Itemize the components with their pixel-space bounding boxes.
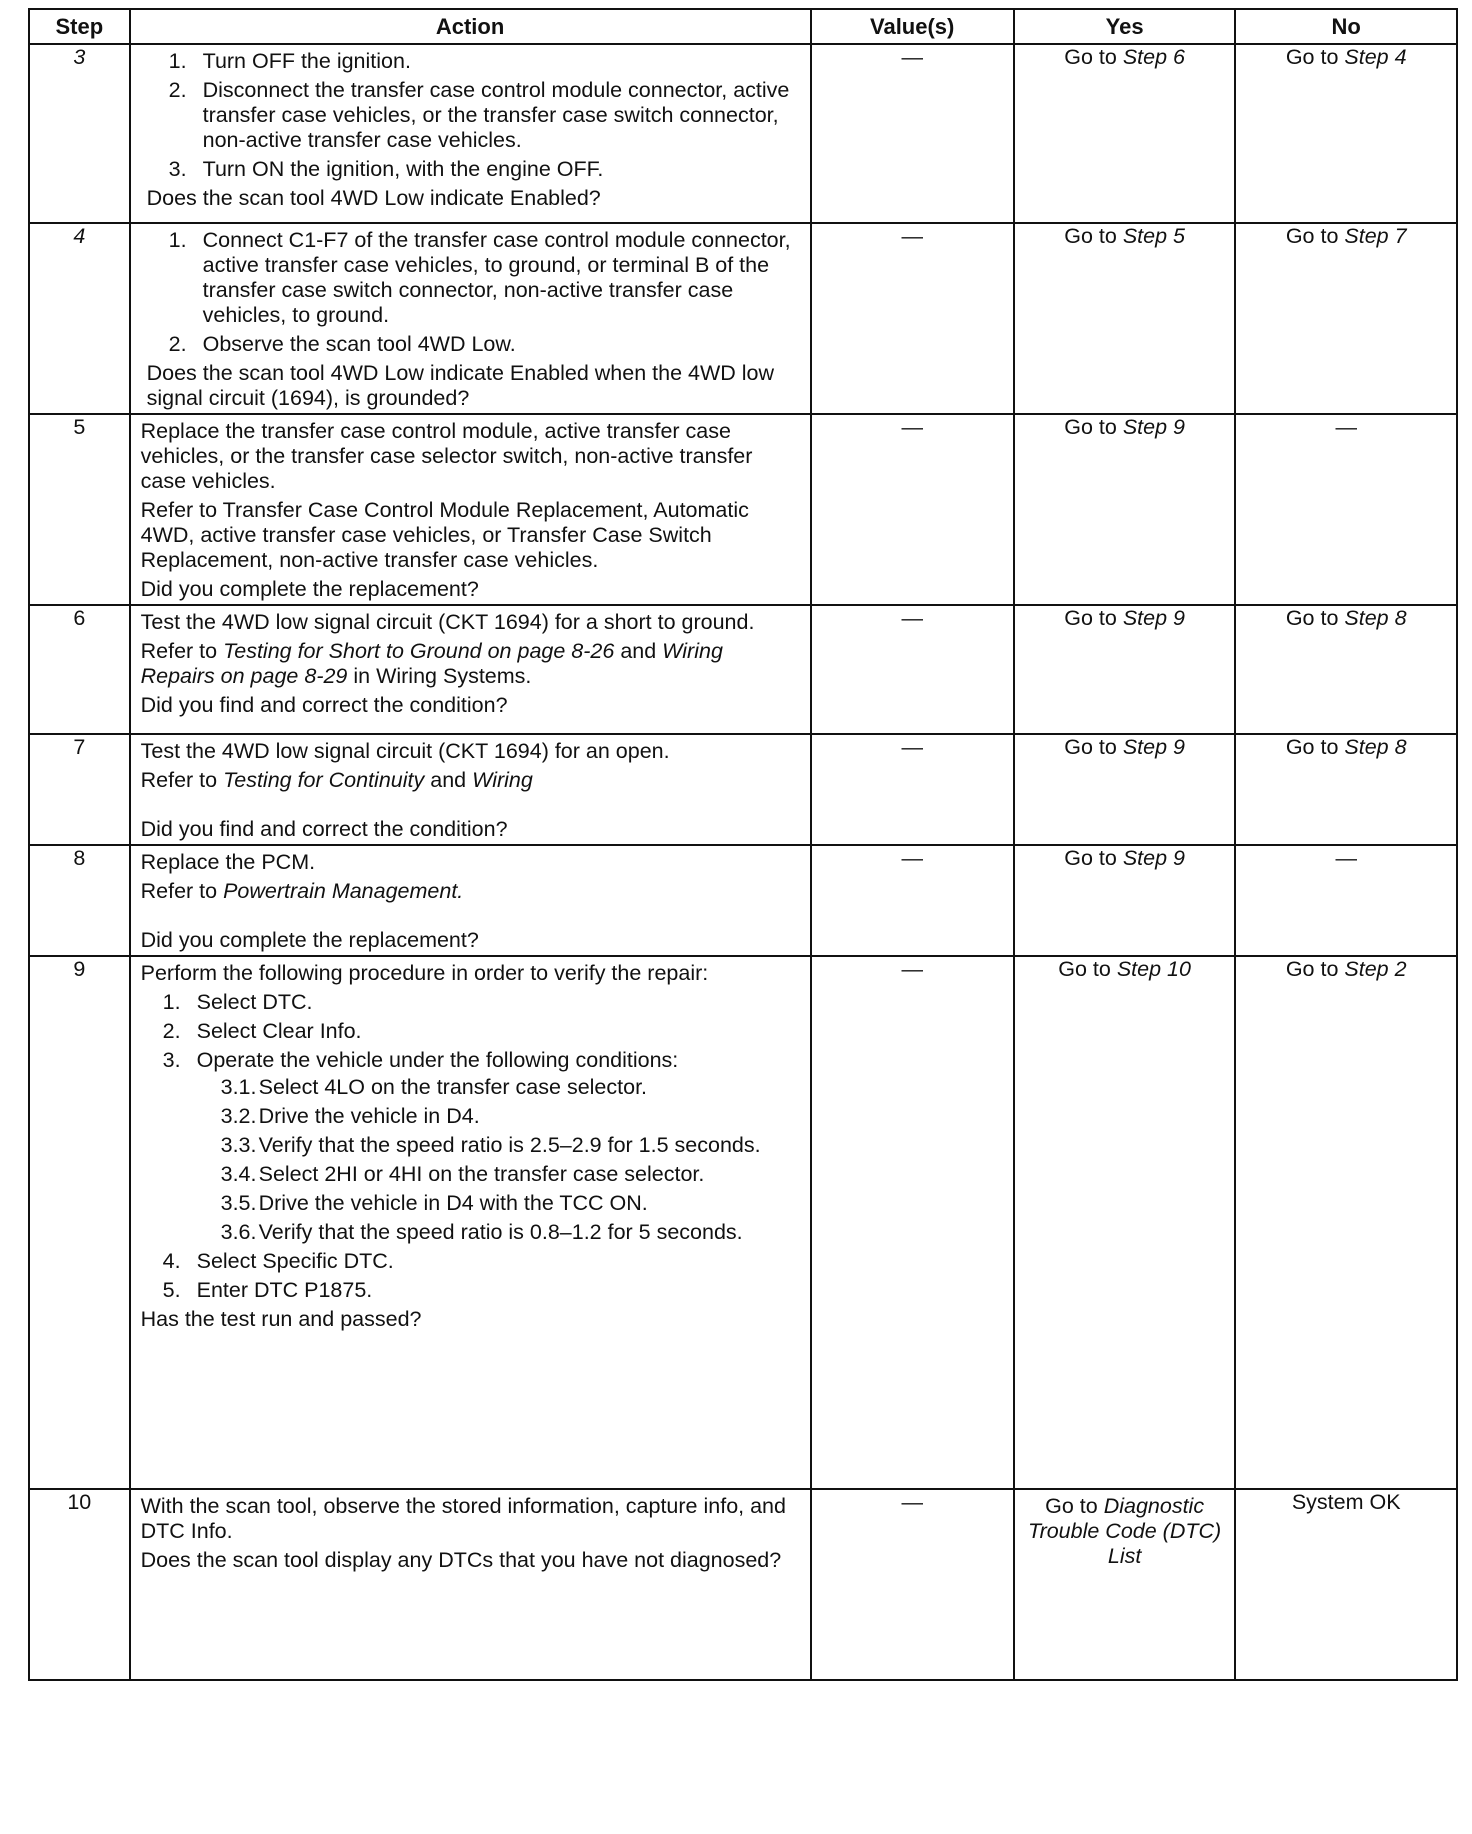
yes-link[interactable]: Step 9 [1122,606,1185,630]
step-row-3 [29,44,1457,223]
yes-link[interactable]: Step 10 [1116,957,1191,981]
value-dash: — [901,415,923,439]
value-dash: — [901,606,923,630]
value-dash: — [901,957,923,981]
sub-list-item: 3.1. Select 4LO on the transfer case selector. [220,1075,648,1099]
no-cell: Go to Step 4 [1235,44,1457,223]
action-cell [130,44,811,223]
list-item: 3. Turn ON the ignition, with the engine OFF. [168,157,604,181]
question-text: Did you find and correct the condition? [140,817,508,841]
yes-cell: Go to Step 9 [1014,845,1236,956]
step-number: 3 [29,44,130,223]
action-text: With the scan tool, observe the stored information, capture info, and DTC Info. [140,1494,786,1543]
question-text: Did you find and correct the condition? [140,693,508,717]
step-number: 4 [29,223,130,414]
yes-cell: Go to Step 6 [1014,44,1236,223]
value-cell [811,605,1014,734]
header-action: Action [130,9,811,44]
list-item: 1. Turn OFF the ignition. [168,49,411,73]
yes-cell: Go to Diagnostic Trouble Code (DTC) List [1014,1489,1236,1680]
action-text: Test the 4WD low signal circuit (CKT 1694) for a short to ground. [140,610,755,634]
action-cell [130,956,811,1489]
action-cell [130,414,811,605]
step-row-10 [29,1489,1457,1680]
yes-link[interactable]: Step 9 [1122,735,1185,759]
yes-cell: Go to Step 9 [1014,414,1236,605]
list-item: 2. Select Clear Info. [162,1019,362,1043]
value-cell [811,223,1014,414]
no-link[interactable]: Step 7 [1344,224,1407,248]
sub-list-item: 3.2. Drive the vehicle in D4. [220,1104,480,1128]
header-no: No [1235,9,1457,44]
step-number: 6 [29,605,130,734]
header-values: Value(s) [811,9,1014,44]
value-cell [811,1489,1014,1680]
no-dash: — [1335,415,1357,439]
sub-list-item: 3.6. Verify that the speed ratio is 0.8–1.2 for 5 seconds. [220,1220,743,1244]
reference-link[interactable]: Testing for Short to Ground on page 8-26 [223,639,615,663]
no-link[interactable]: Step 4 [1344,45,1407,69]
value-cell [811,845,1014,956]
list-item: 2. Disconnect the transfer case control module connector, active transfer case vehicles, or the transfer case switch connector, non-active transfer case vehicles. [168,78,790,152]
yes-link[interactable]: Step 5 [1122,224,1185,248]
action-cell [130,734,811,845]
value-dash: — [901,735,923,759]
question-text: Does the scan tool 4WD Low indicate Enabled when the 4WD low signal circuit (1694), is grounded? [146,361,775,410]
header-row [29,9,1457,44]
step-row-7 [29,734,1457,845]
value-dash: — [901,1490,923,1514]
reference-link[interactable]: Wiring Repairs on page 8-29 [140,639,723,688]
value-dash: — [901,45,923,69]
question-text: Has the test run and passed? [140,1307,422,1331]
question-text: Does the scan tool 4WD Low indicate Enabled? [146,186,601,210]
action-cell [130,223,811,414]
question-text: Does the scan tool display any DTCs that you have not diagnosed? [140,1548,782,1572]
yes-link[interactable]: Diagnostic Trouble Code (DTC) List [1028,1494,1222,1568]
no-link[interactable]: Step 8 [1344,606,1407,630]
no-result: System OK [1291,1490,1401,1514]
action-text: Perform the following procedure in order to verify the repair: [140,961,709,985]
diagnostic-table [28,8,1458,1681]
yes-link[interactable]: Step 9 [1122,415,1185,439]
action-text: Replace the transfer case control module, active transfer case vehicles, or the transfer case selector switch, non-active transfer case vehicles. [140,419,753,493]
reference-link[interactable]: Testing for Continuity [223,768,425,792]
refer-text: Refer to Testing for Continuity and Wiring [140,768,533,792]
header-step: Step [29,9,130,44]
no-dash: — [1335,846,1357,870]
no-cell: Go to Step 8 [1235,734,1457,845]
step-number: 5 [29,414,130,605]
question-text: Did you complete the replacement? [140,577,479,601]
yes-cell: Go to Step 9 [1014,605,1236,734]
yes-link[interactable]: Step 6 [1122,45,1185,69]
value-cell [811,44,1014,223]
list-item: 4. Select Specific DTC. [162,1249,394,1273]
step-number: 10 [29,1489,130,1680]
list-item: 3. Operate the vehicle under the following conditions: 3.1. Select 4LO on the transfer case selector. 3.2. Drive the vehicle in D4. 3.3. Verify that the speed ratio is 2.5–2.9 for 1.5 seconds. 3.4. Select 2HI or 4HI on the transfer case selector. 3.5. Drive the vehicle in D4 with the TCC ON. 3.6. Verify that the speed ratio is 0.8–1.2 for 5 seconds. [141,1048,802,1245]
step-row-5 [29,414,1457,605]
step-row-6 [29,605,1457,734]
step-row-9 [29,956,1457,1489]
yes-cell: Go to Step 5 [1014,223,1236,414]
action-text: Test the 4WD low signal circuit (CKT 1694) for an open. [140,739,670,763]
yes-cell: Go to Step 10 [1014,956,1236,1489]
question-text: Did you complete the replacement? [140,928,479,952]
step-row-8 [29,845,1457,956]
step-number: 7 [29,734,130,845]
step-number: 8 [29,845,130,956]
no-cell [1235,414,1457,605]
value-cell [811,414,1014,605]
no-cell [1235,1489,1457,1680]
list-item: 1. Select DTC. [162,990,313,1014]
step-number: 9 [29,956,130,1489]
reference-link[interactable]: Powertrain Management. [223,879,464,903]
action-cell [130,605,811,734]
list-item: 2. Observe the scan tool 4WD Low. [168,332,516,356]
refer-text: Refer to Powertrain Management. [140,879,464,903]
yes-cell: Go to Step 9 [1014,734,1236,845]
value-cell [811,734,1014,845]
action-cell [130,1489,811,1680]
no-cell: Go to Step 2 [1235,956,1457,1489]
action-cell [130,845,811,956]
no-cell: Go to Step 7 [1235,223,1457,414]
action-text: Replace the PCM. [140,850,316,874]
step-row-4 [29,223,1457,414]
sub-list-item: 3.4. Select 2HI or 4HI on the transfer case selector. [220,1162,705,1186]
sub-list-item: 3.5. Drive the vehicle in D4 with the TCC ON. [220,1191,648,1215]
reference-link[interactable]: Wiring [472,768,533,792]
sub-list-item: 3.3. Verify that the speed ratio is 2.5–2.9 for 1.5 seconds. [220,1133,761,1157]
no-cell: Go to Step 8 [1235,605,1457,734]
no-cell [1235,845,1457,956]
yes-link[interactable]: Step 9 [1122,846,1185,870]
list-item: 1. Connect C1-F7 of the transfer case control module connector, active transfer case vehicles, to ground, or terminal B of the transfer case switch connector, non-active transfer case vehicles, to ground. [168,228,791,327]
value-cell [811,956,1014,1489]
value-dash: — [901,224,923,248]
list-item: 5. Enter DTC P1875. [162,1278,373,1302]
header-yes: Yes [1014,9,1236,44]
no-link[interactable]: Step 2 [1344,957,1407,981]
refer-text: Refer to Testing for Short to Ground on page 8-26 and Wiring Repairs on page 8-29 in Wiring Systems. [140,639,723,688]
value-dash: — [901,846,923,870]
action-text: Refer to Transfer Case Control Module Replacement, Automatic 4WD, active transfer case vehicles, or Transfer Case Switch Replacement, non-active transfer case vehicles. [140,498,749,572]
no-link[interactable]: Step 8 [1344,735,1407,759]
